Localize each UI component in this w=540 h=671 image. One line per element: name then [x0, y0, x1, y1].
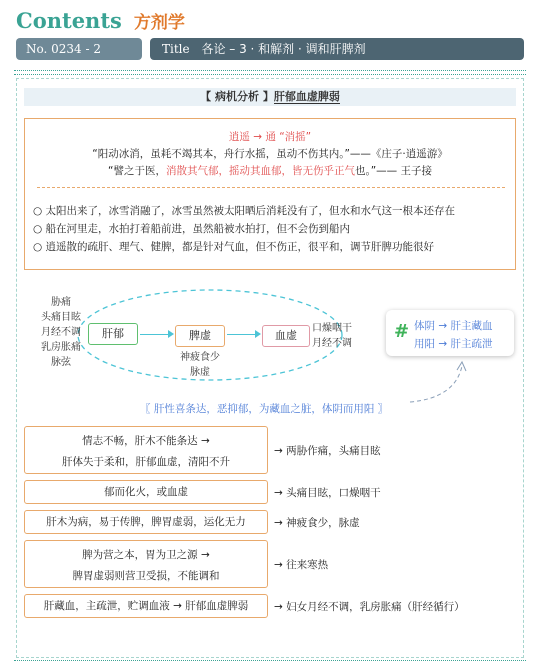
result-5: → 妇女月经不调，乳房胀痛（肝经循行） [274, 601, 465, 613]
reason-box-2 [24, 480, 268, 504]
reason-1-line-1: 情志不畅，肝木不能条达 → [82, 435, 210, 447]
reason-3-line-1: 肝木为病，易于传脾，脾胃虚弱，运化无力 [46, 516, 246, 528]
blood-symptom: 口燥咽干 [312, 323, 352, 334]
reason-box-4 [24, 540, 268, 588]
blood-symptom: 月经不调 [312, 338, 352, 349]
node-spleen-deficiency: 脾虚 [175, 325, 225, 347]
reason-1-line-2: 肝体失于柔和，肝郁血虚，清阳不升 [62, 456, 230, 468]
liver-symptoms [38, 295, 84, 370]
arrow-2 [227, 334, 255, 335]
result-3: → 神疲食少，脉虚 [274, 517, 360, 529]
section-name: 肝郁血虚脾弱 [273, 90, 340, 103]
hash-icon: # [394, 321, 410, 342]
liver-nature-note: 〖 肝性喜条达，恶抑郁，为藏血之脏，体阴而用阳 〗 [140, 403, 389, 415]
title-label: Title [162, 42, 190, 56]
quote-line-3-red: 消散其气郁，摇动其血郁，皆无伤乎正气 [165, 165, 355, 177]
reason-box-5 [24, 594, 268, 618]
bottom-divider [14, 660, 526, 661]
result-2: → 头痛目眩，口燥咽干 [274, 487, 381, 499]
spleen-symptom: 神疲食少 [180, 352, 220, 363]
card-line-2: 用阳 → 肝主疏泄 [414, 338, 493, 350]
result-1: → 两胁作痛，头痛目眩 [274, 445, 381, 457]
card-line-1: 体阴 → 肝主藏血 [414, 320, 493, 332]
reason-4-line-1: 脾为营之本，胃为卫之源 → [82, 549, 210, 561]
title-text: 各论 – 3 · 和解剂 · 调和肝脾剂 [201, 42, 366, 56]
liver-symptom: 头痛目眩 [41, 312, 81, 323]
liver-nature-card [386, 310, 514, 356]
arrow-1-head [168, 330, 174, 338]
arrow-1 [140, 334, 168, 335]
subject-title: 方剂学 [133, 13, 185, 33]
quote-line-3-b: 也。”—— 王子接 [354, 165, 432, 177]
arrow-2-head [255, 330, 261, 338]
reason-4-line-2: 脾胃虚弱则营卫受损，不能调和 [72, 570, 220, 582]
quote-line-3-a: “譬之于医， [108, 165, 166, 177]
reason-2-line-1: 郁而化火，或血虚 [104, 486, 188, 498]
liver-symptom: 脉弦 [51, 357, 71, 368]
liver-symptom: 胁痛 [51, 297, 71, 308]
node-blood-deficiency: 血虚 [262, 325, 310, 347]
quote-line-2: “阳动冰消，虽耗不竭其本，舟行水摇，虽动不伤其内。”——《庄子·逍遥游》 [92, 148, 448, 160]
card-link-curve [410, 366, 462, 402]
liver-symptom: 乳房胀痛 [41, 342, 81, 353]
spleen-symptoms [170, 350, 230, 380]
contents-heading: Contents [16, 8, 122, 33]
bullet-1: ○ 太阳出来了，冰雪消融了，冰雪虽然被太阳晒后消耗没有了，但水和水气这一根本还存在 [33, 205, 455, 217]
reason-5-line-1: 肝藏血，主疏泄，贮调血液 → 肝郁血虚脾弱 [43, 600, 249, 612]
bullet-2: ○ 船在河里走，水拍打着船前进，虽然船被水拍打，但不会伤到船内 [33, 223, 350, 235]
result-4: → 往来寒热 [274, 559, 329, 571]
spleen-symptom: 脉虚 [190, 367, 210, 378]
reason-box-3 [24, 510, 268, 534]
section-bracket: 【 病机分析 】 [200, 90, 274, 103]
reason-box-1 [24, 426, 268, 474]
note-number: No. 0234 - 2 [16, 38, 142, 60]
liver-symptom: 月经不调 [41, 327, 81, 338]
bullet-3: ○ 逍遥散的疏肝、理气、健脾，都是针对气血，但不伤正，很平和，调节肝脾功能很好 [33, 241, 434, 253]
node-liver-stagnation: 肝郁 [88, 323, 138, 345]
quote-line-1: 逍遥 → 通 “消摇” [228, 131, 312, 143]
blood-symptoms [312, 321, 362, 351]
